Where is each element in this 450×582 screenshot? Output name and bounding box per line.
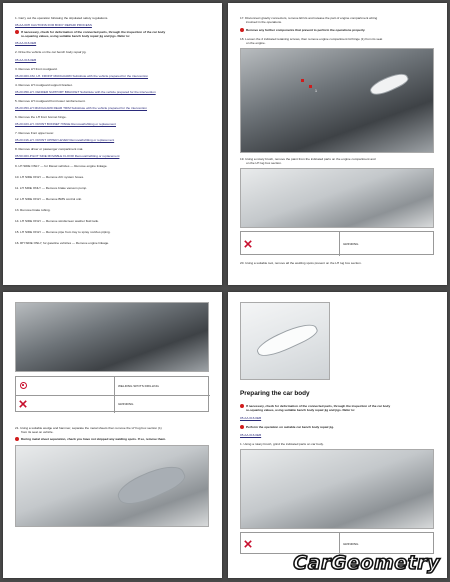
- step-text: 2. Drive the vehicle on the car bench body repair jig.: [15, 50, 87, 54]
- reference-link[interactable]: 05.20.023-LH. FRONT BONNET HINGE Removal/refitting or replacement: [15, 122, 116, 126]
- step-text: involved in the operations.: [246, 20, 282, 24]
- step-text: 14. LH SIDE ONLY — Remove windscreen washer fluid tank.: [15, 219, 99, 223]
- step-text: 16. RH SIDE ONLY, for gasoline vehicles — Remove engine linkage.: [15, 241, 110, 245]
- legend-label: GRINDING: [343, 542, 359, 546]
- section-heading: Preparing the car body: [240, 390, 310, 397]
- reference-link[interactable]: 05.AA.016.0EB: [15, 58, 37, 62]
- step-text: 11. LH SIDE ONLY — Remove brake vacuum pump.: [15, 186, 88, 190]
- step-text: 4. Remove LH mudguard support bracket.: [15, 83, 73, 87]
- reference-link[interactable]: 05.20.053-LH MUDGUARD REAR TRIM Substitute with the vehicle prepared for the intervention: [15, 106, 148, 110]
- step-text: 21. Using a suitable wedge and hammer, separate the metal sheets then remove the LH lug box section (1): [15, 426, 162, 430]
- step-text: 13. Remove brake tubing.: [15, 208, 51, 212]
- reference-link[interactable]: 05.AA.016.0EB: [240, 416, 262, 420]
- step-text: 20. Using a suitable tool, remove all the welding spots present on the LH lug box section.: [240, 261, 362, 265]
- note-text: If necessary, check for deformation of the connected parts, through the inspection of the car body: [21, 30, 166, 34]
- note-text: Perform the operation on suitable car bench body repair jig.: [246, 425, 335, 429]
- screw-marker: [301, 79, 304, 82]
- step-text: 9. LH SIDE ONLY — for Diesel vehicles — Remove engine linkage.: [15, 164, 108, 168]
- warning-icon: [15, 30, 19, 34]
- legend-table: [15, 376, 209, 412]
- step-text: on the LH lug box section.: [246, 161, 282, 165]
- engine-compartment-photo: [240, 48, 434, 153]
- warning-icon: [240, 425, 244, 429]
- manual-page-2: [228, 3, 447, 285]
- reference-link[interactable]: 05.20.050-LH. FENDER SUPPORT BRACKET Substitute with the vehicle prepared for the intervention: [15, 90, 156, 94]
- step-text: 7. Remove front upper lever.: [15, 131, 55, 135]
- note-text: During metal sheet separation, check you have not skipped any welding spots. If so, remove them.: [21, 437, 166, 441]
- warning-icon: [240, 28, 244, 32]
- step-text: 17. Disconnect gravity connectors, remove ECUs and release the part of engine compartment wiring: [240, 16, 378, 20]
- reference-link[interactable]: 05.AA.016.0EB: [240, 433, 262, 437]
- car-body-photo: [240, 449, 434, 529]
- reference-link[interactable]: 05.20.016-LH. FRONT UPPER LEVER Removal/refitting or replacement: [15, 138, 115, 142]
- lug-box-photo: [15, 302, 209, 372]
- step-text: from its seat on vehicle.: [21, 430, 54, 434]
- legend-label: WELDING SPOTS DRILLING: [118, 384, 159, 388]
- site-watermark-logo: CarGeometry: [293, 552, 440, 574]
- reference-link[interactable]: 05.20.003-CM, LH. FRONT MUDGUARD Substitute with the vehicle prepared for the intervention: [15, 74, 149, 78]
- manual-page-4: [228, 292, 447, 578]
- legend-label: GRINDING: [118, 402, 134, 406]
- engine-bay-grinding-photo: [240, 168, 434, 228]
- grinding-x-icon: [244, 240, 252, 248]
- screw-marker: [309, 85, 312, 88]
- hinge-part-image: [368, 69, 410, 99]
- step-text: 5. Remove LH mudguard front lower reinforcement.: [15, 99, 86, 103]
- step-text: 15. LH SIDE ONLY — Remove pipe from tray to spray nozzles piping.: [15, 230, 111, 234]
- warning-icon: [240, 404, 244, 408]
- step-text: 12. LH SIDE ONLY — Remove BMS control unit.: [15, 197, 82, 201]
- section-removal-photo: [15, 445, 209, 527]
- manual-page-1: [3, 3, 222, 285]
- step-text: 19. Using a rotary brush, remove the paint from the indicated parts on the engine compartment and: [240, 157, 376, 161]
- note-text: re-squaring values, using suitable bench body repair jig and jigs. Refer to:: [21, 34, 131, 38]
- note-text: re-squaring values, using suitable bench body repair jig and jigs. Refer to:: [246, 408, 356, 412]
- step-text: 8. Remove driver or passenger compartment mat.: [15, 147, 84, 151]
- callout-number: 1: [315, 89, 317, 93]
- removed-section-image: [114, 458, 188, 511]
- grinding-x-icon: [244, 540, 252, 548]
- step-text: on the engine.: [246, 41, 266, 45]
- note-text: If necessary, check for deformation of the connected parts, through the inspection of the car body: [246, 404, 391, 408]
- legend-table: [240, 532, 434, 554]
- step-text: 3. Remove LH front mudguard.: [15, 67, 58, 71]
- legend-table: [240, 231, 434, 255]
- replacement-part-image: [254, 318, 320, 361]
- new-part-photo: [240, 302, 330, 380]
- note-text: Remove any further components that prevent to perform the operations properly.: [246, 28, 366, 32]
- warning-icon: [15, 437, 19, 441]
- step-text: 10. LH SIDE ONLY — Remove A/C system hoses.: [15, 175, 85, 179]
- step-text: 6. Remove the LH front bonnet hinge.: [15, 115, 67, 119]
- legend-label: GRINDING: [343, 242, 359, 246]
- reference-link[interactable]: 05.50.003-PILOT SIDE MOVABLE FLOOR Removal/refitting or replacement: [15, 154, 120, 158]
- drilling-target-icon: [20, 382, 27, 389]
- manual-page-3: [3, 292, 222, 578]
- reference-link[interactable]: 05.AA.00H CAUTIONS FOR BODY REPAIR PROCESS: [15, 23, 92, 27]
- step-text: 1. Carry out the operation following the stipulated safety regulations.: [15, 16, 109, 20]
- grinding-x-icon: [19, 400, 27, 408]
- reference-link[interactable]: 05.AA.016.0EB: [15, 41, 37, 45]
- step-text: 18. Loosen the 2 indicated retaining screws, then remove engine compartment lid hinge (1) from its seat: [240, 37, 383, 41]
- step-text: 1. Using a rotary brush, grind the indicated parts on car body.: [240, 442, 324, 446]
